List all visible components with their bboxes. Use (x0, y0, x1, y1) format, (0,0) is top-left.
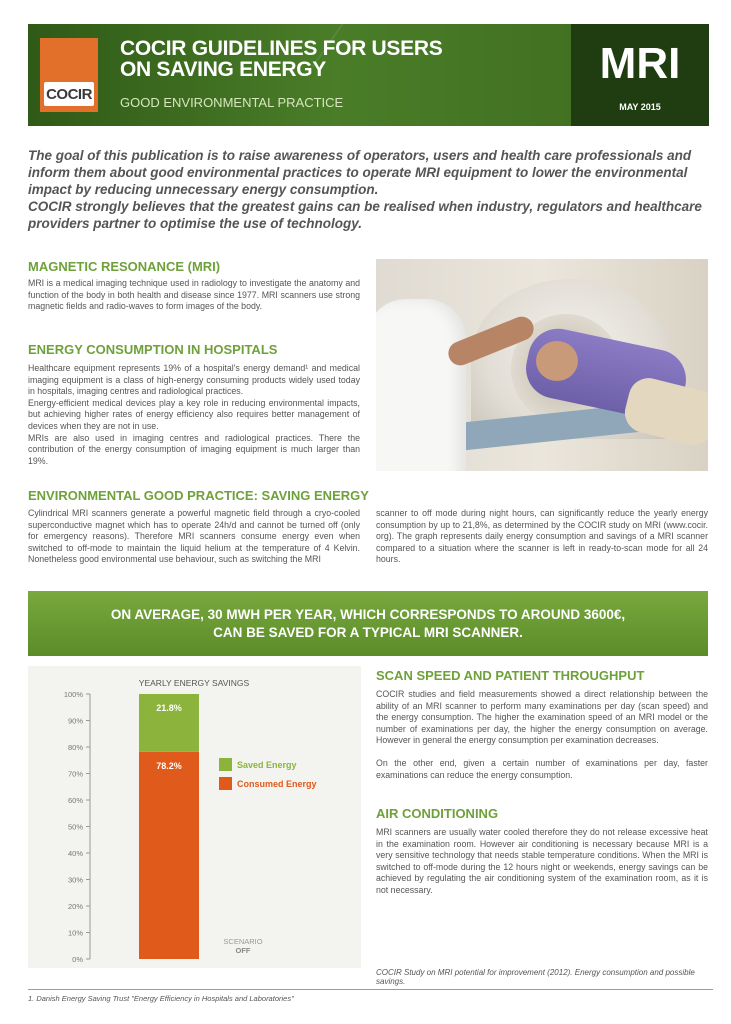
scan-paragraph-1: COCIR studies and field measurements showed a direct relationship between the ability of an MRI scanner to perform many examinations per day (scan speed) and the energy consumption. The higher the examination speed of an MRI model or the number of examinations per day, the higher the energy consumption on average. However in general the energy consumption per examination decreases. (376, 689, 708, 746)
y-tick-label: 0% (72, 955, 83, 964)
y-tick-label: 100% (63, 690, 83, 699)
saved-energy-data-label: 21.8% (156, 703, 182, 713)
page-subtitle: GOOD ENVIRONMENTAL PRACTICE (120, 95, 344, 110)
consumed-energy-data-label: 78.2% (156, 760, 182, 771)
savings-banner (28, 591, 708, 656)
logo-text: COCIR (46, 85, 92, 103)
title-line-2: ON SAVING ENERGY (120, 58, 327, 81)
y-tick-label: 60% (67, 796, 83, 805)
y-tick-label: 90% (67, 716, 83, 726)
x-category-label: SCENARIO (223, 937, 263, 946)
chart-source-caption: COCIR Study on MRI potential for improvement (2012). Energy consumption and possible savings. (376, 968, 695, 986)
consumed-energy-bar (139, 752, 199, 959)
footer-divider (28, 989, 713, 990)
good-practice-text-left: Cylindrical MRI scanners generate a powerful magnetic field through a cryo-cooled superconductive magnet which has to operate 24h/d and cannot be turned off (only for emergency reasons). Therefore MRI scanners consume energy even when switched to off-mode to maintain the liquid helium at the temperature of 4 Kelvin. Nonetheless good environmental use behaviour, such as switching the MRI (28, 508, 360, 565)
scan-paragraph-2: On the other end, given a certain number of examinations per day, faster examinations can reduce the energy consumption. (376, 757, 708, 780)
y-tick-label: 10% (67, 928, 83, 938)
section-title-mri: MAGNETIC RESONANCE (MRI) (28, 259, 221, 274)
energy-paragraph-2: Energy-efficient medical devices play a key role in reducing environmental impacts, but achieving higher rates of energy efficiency also requires better management of devices when they are not in use. (28, 397, 360, 431)
y-tick-label: 30% (67, 875, 83, 885)
y-tick-label: 40% (67, 849, 83, 858)
section-title-scan-speed: SCAN SPEED AND PATIENT THROUGHPUT (376, 668, 645, 683)
y-tick-label: 80% (67, 743, 83, 752)
energy-paragraph-1: Healthcare equipment represents 19% of a hospital's energy demand¹ and medical imaging equipment is a class of high-energy consuming products widely used today in hospitals, imaging centres and radiological practices. (28, 363, 360, 397)
section-title-good-practice: ENVIRONMENTAL GOOD PRACTICE: SAVING ENERGY (28, 488, 369, 503)
publication-date: MAY 2015 (619, 102, 661, 112)
intro-paragraph-2: COCIR strongly believes that the greatest gains can be realised when industry, regulators and healthcare providers partner to optimise the use of technology. (28, 199, 702, 231)
banner-line-1: ON AVERAGE, 30 MWH PER YEAR, WHICH CORRESPONDS TO AROUND 3600€, (110, 606, 626, 622)
chart-title: YEARLY ENERGY SAVINGS (138, 678, 250, 688)
page-title (120, 38, 442, 80)
section-title-energy: ENERGY CONSUMPTION IN HOSPITALS (28, 342, 278, 357)
yearly-energy-savings-chart (28, 666, 361, 968)
good-practice-text-right: scanner to off mode during night hours, can significantly reduce the yearly energy consumption by up to 21,8%, as determined by the COCIR study on MRI (www.cocir. org). The graph represents daily energy consumption and savings of a MRI scanner compared to a situation where the scanner is left in ready-to-scan mode for all 24 hours. (376, 508, 708, 565)
intro-paragraph-1: The goal of this publication is to raise awareness of operators, users and health care professionals and inform them about good environmental practices to operate MRI equipment to lower the environmental impact by reducing unnecessary energy consumption. (28, 148, 692, 197)
mri-scanner-photo (376, 259, 708, 471)
section-text-air-conditioning: MRI scanners are usually water cooled therefore they do not release excessive heat in the examination room. However air conditioning is necessary because MRI is a very sensitive technology that needs stable temperature conditions. When the MRI is switched to off-mode during the 12 hours night or weekends, energy savings can be achieved by regulating the air conditioning system of the examination room, as it is not necessary. (376, 827, 708, 895)
energy-paragraph-3: MRIs are also used in imaging centres and radiological practices. There the contribution of the energy consumption of imaging equipment is much larger than 19%. (28, 432, 360, 466)
chart-svg (28, 666, 361, 968)
badge-label: MRI (599, 39, 681, 88)
section-title-air-conditioning: AIR CONDITIONING (376, 806, 499, 821)
section-text-scan-speed (376, 689, 708, 781)
y-tick-label: 50% (67, 822, 83, 832)
header-banner (28, 24, 709, 126)
technician (376, 299, 466, 471)
section-text-mri: MRI is a medical imaging technique used in radiology to investigate the anatomy and function of the body in both health and disease since 1977. MRI scanners use strong magnetic fields and radio-waves to form images of the body. (28, 278, 360, 312)
legend-swatch-consumed-energy (219, 777, 232, 790)
cocir-logo (40, 38, 98, 112)
intro-text (28, 147, 708, 232)
legend-swatch-saved-energy (219, 758, 232, 771)
x-category-label: OFF (235, 946, 251, 955)
title-line-1: COCIR GUIDELINES FOR USERS (120, 37, 443, 60)
footnote: 1. Danish Energy Saving Trust "Energy Efficiency in Hospitals and Laboratories" (28, 994, 294, 1003)
banner-line-2: CAN BE SAVED FOR A TYPICAL MRI SCANNER. (213, 624, 523, 640)
legend-label-consumed-energy: Consumed Energy (237, 779, 317, 789)
mri-badge (571, 24, 709, 126)
section-text-energy (28, 363, 360, 467)
y-tick-label: 20% (67, 902, 83, 911)
legend-label-saved-energy: Saved Energy (237, 760, 297, 770)
y-tick-label: 70% (67, 769, 83, 779)
